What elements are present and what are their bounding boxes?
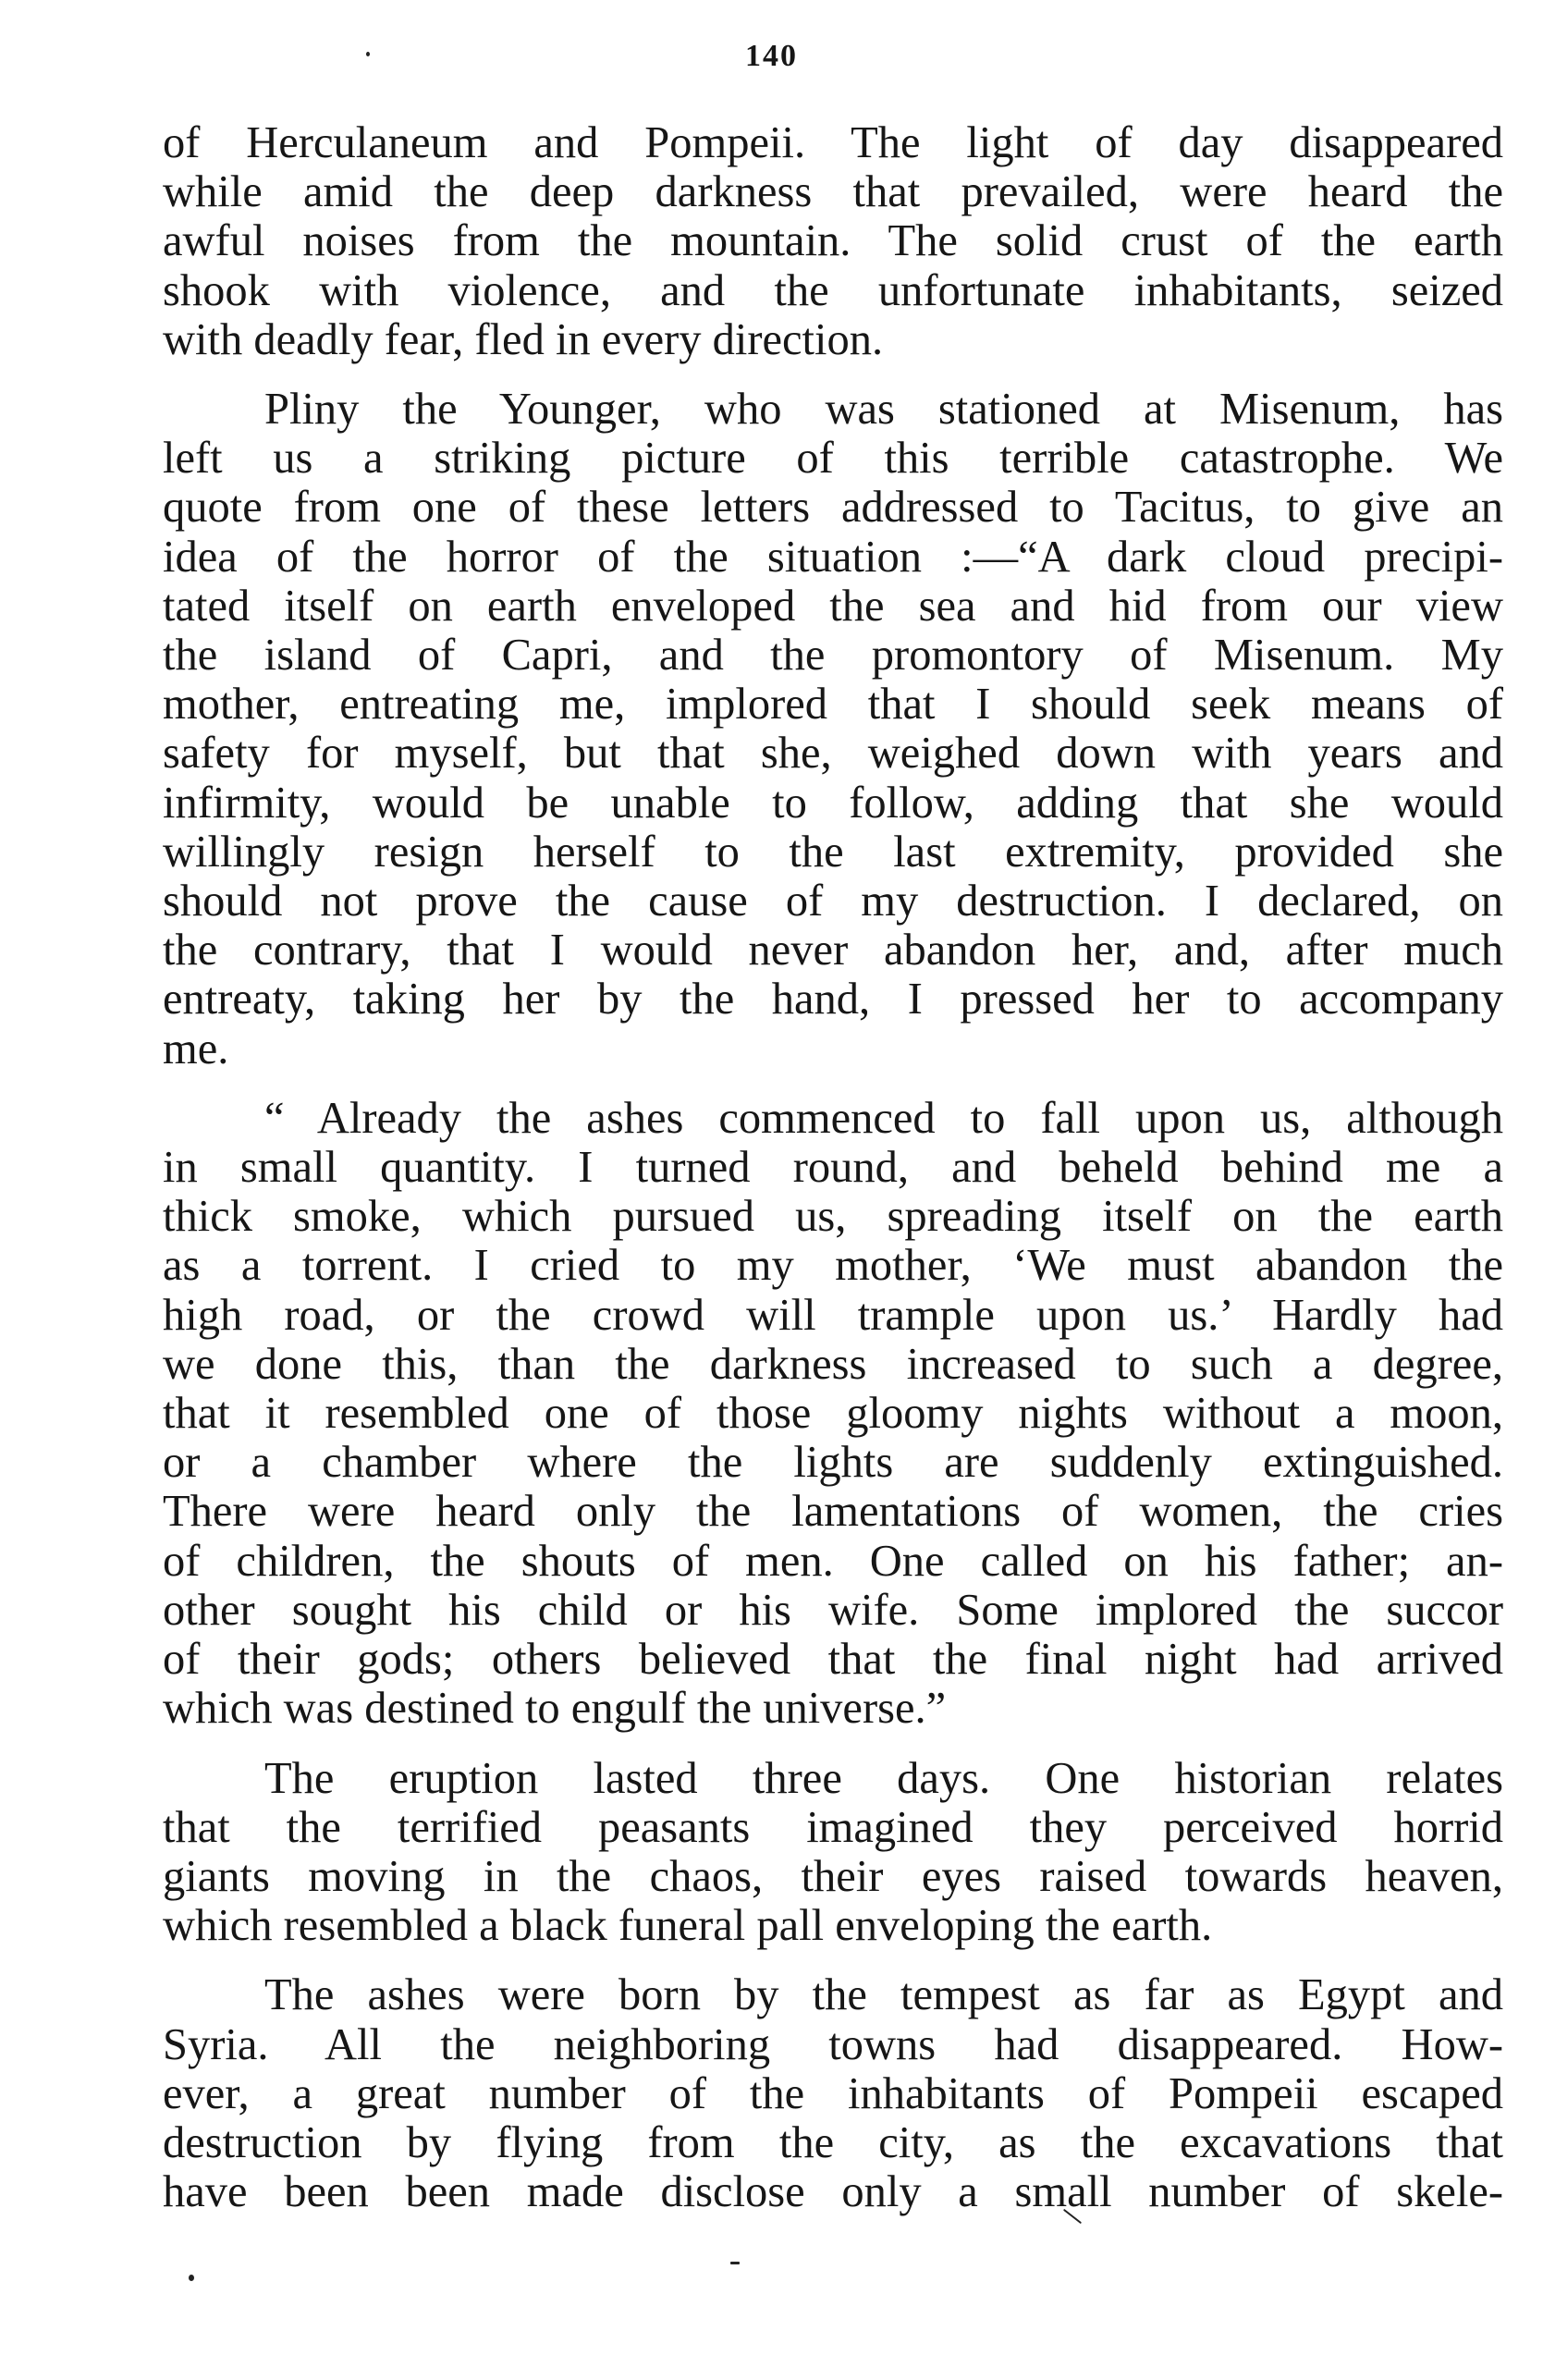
text-line: of Herculaneum and Pompeii. The light of day disappeared	[163, 118, 1503, 167]
text-line: willingly resign herself to the last extremity, provided she	[163, 827, 1503, 877]
text-line: which resembled a black funeral pall enveloping the earth.	[163, 1901, 1213, 1951]
text-line: The eruption lasted three days. One historian relates	[264, 1753, 1503, 1803]
paragraph	[163, 1094, 1503, 1734]
text-line: while amid the deep darkness that prevailed, were heard the	[163, 167, 1503, 217]
text-line: have been been made disclose only a small number of skele-	[163, 2167, 1503, 2217]
text-line: other sought his child or his wife. Some implored the succor	[163, 1585, 1503, 1635]
page-number: 140	[745, 39, 798, 73]
paragraph-gap	[163, 364, 1503, 385]
print-speck	[366, 52, 370, 56]
text-line: destruction by flying from the city, as the excavations that	[163, 2117, 1503, 2167]
text-line: ever, a great number of the inhabitants of Pompeii escaped	[163, 2068, 1503, 2118]
text-line: as a torrent. I cried to my mother, ‘We must abandon the	[163, 1241, 1503, 1291]
text-line: mother, entreating me, implored that I should seek means of	[163, 680, 1503, 730]
text-line: should not prove the cause of my destruction. I declared, on	[163, 877, 1503, 926]
text-line: infirmity, would be unable to follow, adding that she would	[163, 778, 1503, 828]
text-line: idea of the horror of the situation :—“A dark cloud precipi-	[163, 532, 1503, 582]
text-line: that the terrified peasants imagined they perceived horrid	[163, 1802, 1503, 1852]
text-line: left us a striking picture of this terrible catastrophe. We	[163, 434, 1503, 484]
text-line: The ashes were born by the tempest as far as Egypt and	[264, 1970, 1503, 2020]
text-line: we done this, than the darkness increased to such a degree,	[163, 1339, 1503, 1389]
paragraph	[163, 1754, 1503, 1951]
text-line: quote from one of these letters addressed to Tacitus, to give an	[163, 483, 1503, 533]
text-line: the island of Capri, and the promontory of Misenum. My	[163, 631, 1503, 681]
text-line: shook with violence, and the unfortunate inhabitants, seized	[163, 265, 1503, 315]
text-line: “ Already the ashes commenced to fall upon us, although	[264, 1093, 1503, 1143]
text-line: giants moving in the chaos, their eyes raised towards heaven,	[163, 1851, 1503, 1901]
text-line: or a chamber where the lights are suddenly extinguished.	[163, 1438, 1503, 1488]
text-line: with deadly fear, fled in every direction.	[163, 314, 884, 364]
print-speck	[730, 2262, 740, 2264]
text-line: thick smoke, which pursued us, spreading itself on the earth	[163, 1192, 1503, 1242]
text-line: There were heard only the lamentations of women, the cries	[163, 1487, 1503, 1537]
text-line: of their gods; others believed that the final night had arrived	[163, 1635, 1503, 1685]
text-line: entreaty, taking her by the hand, I pressed her to accompany	[163, 975, 1503, 1024]
paragraph-gap	[163, 1950, 1503, 1970]
paragraph	[163, 1970, 1503, 2216]
text-line: tated itself on earth enveloped the sea and hid from our view	[163, 581, 1503, 631]
text-line: safety for myself, but that she, weighed down with years and	[163, 729, 1503, 779]
text-line: that it resembled one of those gloomy nights without a moon,	[163, 1389, 1503, 1439]
text-line: awful noises from the mountain. The solid crust of the earth	[163, 216, 1503, 266]
text-line: the contrary, that I would never abandon her, and, after much	[163, 926, 1503, 975]
paragraph	[163, 118, 1503, 364]
text-line: high road, or the crowd will trample upon us.’ Hardly had	[163, 1290, 1503, 1340]
text-line: Syria. All the neighboring towns had disappeared. How-	[163, 2019, 1503, 2069]
body-text	[163, 118, 1503, 2216]
text-line: Pliny the Younger, who was stationed at Misenum, has	[264, 385, 1503, 435]
print-speck	[189, 2275, 194, 2281]
text-line: which was destined to engulf the universe.”	[163, 1684, 947, 1734]
text-line: of children, the shouts of men. One called on his father; an-	[163, 1536, 1503, 1586]
text-line: me.	[163, 1024, 229, 1073]
paragraph-gap	[163, 1073, 1503, 1094]
text-line: in small quantity. I turned round, and beheld behind me a	[163, 1143, 1503, 1193]
paragraph-gap	[163, 1734, 1503, 1754]
paragraph	[163, 385, 1503, 1073]
